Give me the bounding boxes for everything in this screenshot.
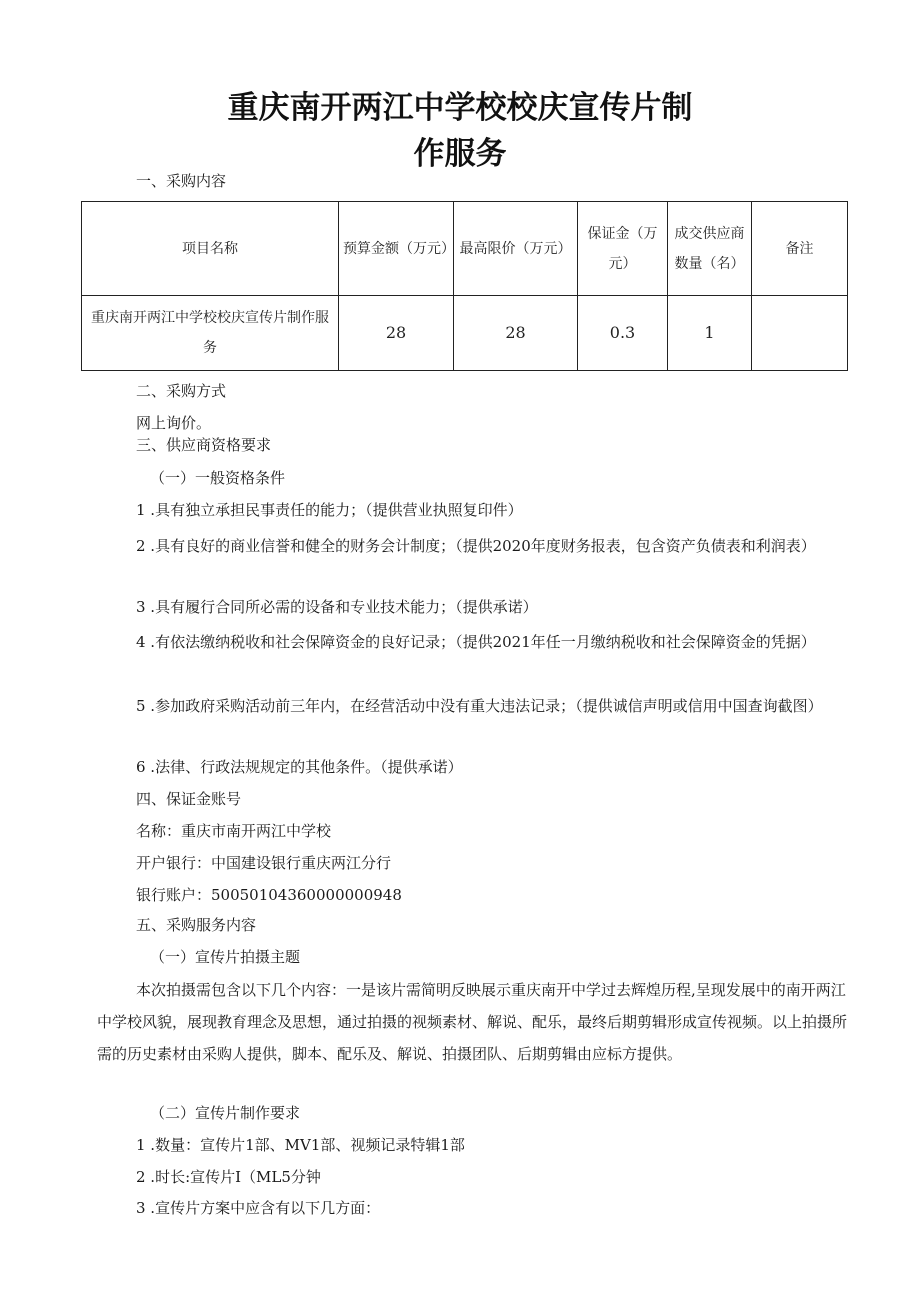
section1-heading: 一、采购内容 bbox=[136, 172, 227, 190]
header-cell-remark: 备注 bbox=[752, 202, 848, 296]
section2-text: 网上询价。 bbox=[136, 414, 212, 432]
section3-heading: 三、供应商资格要求 bbox=[136, 436, 272, 454]
qualification-item-2: 2 .具有良好的商业信誉和健全的财务会计制度；（提供2020年度财务报表，包含资产负债表和利润表） bbox=[136, 537, 816, 555]
header-cell-max-price: 最高限价（万元） bbox=[454, 202, 578, 296]
qualification-item-6: 6 .法律、行政法规规定的其他条件。（提供承诺） bbox=[136, 758, 463, 776]
section3-subheading: （一）一般资格条件 bbox=[150, 469, 286, 487]
qualification-item-4: 4 .有依法缴纳税收和社会保障资金的良好记录；（提供2021年任一月缴纳税收和社会保障资金的凭据） bbox=[136, 633, 816, 651]
deposit-account-name: 名称：重庆市南开两江中学校 bbox=[136, 822, 332, 840]
cell-budget: 28 bbox=[339, 296, 454, 371]
cell-project-name: 重庆南开两江中学校校庆宣传片制作服务 bbox=[82, 296, 339, 371]
cell-max-price: 28 bbox=[454, 296, 578, 371]
production-item-2: 2 .时长:宣传片I（ML5分钟 bbox=[136, 1168, 321, 1186]
section4-heading: 四、保证金账号 bbox=[136, 790, 242, 808]
production-item-3: 3 .宣传片方案中应含有以下几方面： bbox=[136, 1199, 381, 1217]
deposit-bank: 开户银行：中国建设银行重庆两江分行 bbox=[136, 854, 392, 872]
header-cell-budget: 预算金额（万元） bbox=[339, 202, 454, 296]
section5-subheading-2: （二）宣传片制作要求 bbox=[150, 1104, 301, 1122]
header-cell-deposit: 保证金（万元） bbox=[578, 202, 668, 296]
section5-heading: 五、采购服务内容 bbox=[136, 916, 257, 934]
production-item-1: 1 .数量：宣传片1部、MV1部、视频记录特辑1部 bbox=[136, 1136, 465, 1154]
procurement-table bbox=[81, 201, 848, 371]
cell-supplier-count: 1 bbox=[668, 296, 752, 371]
section5-subheading-1: （一）宣传片拍摄主题 bbox=[150, 948, 301, 966]
cell-remark bbox=[752, 296, 848, 371]
document-title-line2: 作服务 bbox=[413, 136, 507, 172]
qualification-item-1: 1 .具有独立承担民事责任的能力；（提供营业执照复印件） bbox=[136, 501, 523, 519]
cell-deposit: 0.3 bbox=[578, 296, 668, 371]
document-title-line1: 重庆南开两江中学校校庆宣传片制 bbox=[227, 90, 693, 126]
section5-paragraph: 本次拍摄需包含以下几个内容：一是该片需简明反映展示重庆南开中学过去辉煌历程,呈现发展中的南开两江中学校风貌，展现教育理念及思想，通过拍摄的视频素材、解说、配乐，最终后期剪辑形成宣传视频。以上拍摄所需的历史素材由采购人提供，脚本、配乐及、解说、拍摄团队、后期剪辑由应标方提供。 bbox=[97, 981, 848, 1063]
qualification-item-5: 5 .参加政府采购活动前三年内，在经营活动中没有重大违法记录；（提供诚信声明或信用中国查询截图） bbox=[136, 697, 823, 715]
table-header-row bbox=[82, 202, 848, 296]
section2-heading: 二、采购方式 bbox=[136, 382, 227, 400]
deposit-account-number: 银行账户：50050104360000000948 bbox=[136, 886, 402, 904]
header-cell-supplier-count: 成交供应商数量（名） bbox=[668, 202, 752, 296]
qualification-item-3: 3 .具有履行合同所必需的设备和专业技术能力；（提供承诺） bbox=[136, 598, 538, 616]
table-row bbox=[82, 296, 848, 371]
header-cell-project-name: 项目名称 bbox=[82, 202, 339, 296]
